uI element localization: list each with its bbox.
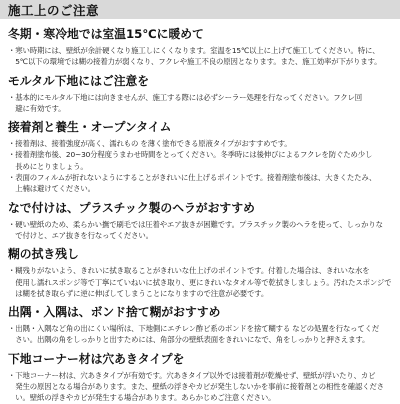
body-line: ・寒い時期には、壁紙が余計硬くなり施工しにくくなります。室温を15℃以上に上げて施工してください。特に、 [8,46,380,55]
body-line: ・表面のフィルムが折れないようにすることがきれいに仕上げるポイントです。接着剤塗布後は、大きくたたみ、 [8,173,377,183]
body-line: ・下地コーナー材は、穴あきタイプが有効です。穴あきタイプ以外では接着剤が乾燥せず、壁紙が浮いたり、カビ [8,370,376,380]
body-line: ・接着剤は、接着強度が高く、濡れもの を薄く塗布できる原液タイプがおすすめです。 [8,139,292,149]
note-section [8,120,392,194]
section-heading: 冬期・寒冷地では室温15℃に暖めて [8,27,204,41]
body-line: ・糊残りがないよう、きれいに拭き取ることがきれいな仕上げのポイントです。付着した場合は、きれいな水を [8,266,370,276]
body-line: 5℃以下の環境では糊の接着力が弱くなり、フクレや施工不良の原因となります。また、施工効率が下がります。 [8,57,382,67]
body-line: で付けと、エア抜きを行なってください。 [8,230,153,240]
body-line: ・硬い壁紙のため、柔らかい撫で刷毛では圧着やエア抜きが困難です。プラスチック製のヘラを使って、しっかりな [8,219,383,229]
note-section [8,305,392,346]
page-title: 施工上のご注意 [8,2,100,18]
note-section [8,74,392,115]
body-line: は糊を拭き取らずに逆に伸ばしてしまうことになりますので注意が必要です。 [8,288,269,298]
section-body [8,265,392,299]
body-line: い。壁紙の浮きやカビが発生する場合があります。あらかじめご注意ください。 [8,393,276,403]
section-heading: 糊の拭き残し [8,247,79,262]
title-bar [0,0,400,19]
section-heading: モルタル下地にはご注意を [8,73,150,88]
section-heading: 下地コーナー材は穴あきタイプを [8,351,185,366]
body-line: 上楠は避けてください。 [8,184,95,194]
section-body [8,219,392,242]
body-line: ・接着剤塗布後、20~30分程度うまわせ時間をとってください。冬季時には後伸びによるフクレを防ぐため少し [8,150,373,160]
section-heading: 出隅・入隅は、ボンド捨て糊がおすすめ [8,305,221,320]
body-line: 避に有効です。 [8,103,66,113]
section-heading: 接着剤と養生・オープンタイム [8,120,172,135]
section-body [8,323,392,346]
section-body [8,45,392,68]
body-line: 発生の原因となる場合があります。また、壁紙の浮きやカビが発生しないかを事前に接着剤との相性を確認くださ [8,382,384,392]
section-heading: なで付けは、プラスチック製のヘラがおすすめ [8,200,255,215]
body-line: ・出隅・入隅など角の出にくい場所は、下地側にエチレン酢ビ系のボンドを捨て糊する などの処置を行なってくだ [8,324,380,334]
body-line: さい。出隅の角をしっかりと出すためには、角部分の壁紙表面をきれいになで、角をしっかりと押さえます。 [8,335,370,345]
note-section [8,352,392,404]
note-section [8,201,392,242]
note-section [8,247,392,299]
notes-list [8,27,392,404]
section-body [8,370,392,404]
section-body [8,92,392,115]
section-body [8,138,392,194]
body-line: 長めにとりましょう。 [8,161,88,171]
body-line: 使用し濡れスポンジ等で丁寧にていねいに拭き取り、更にきれいなタオル等で乾拭きしましょう。汚れたスポンジで [8,277,392,287]
body-line: ・基本的にモルタル下地には向きませんが、施工する際には必ずシーラー処理を行なってください。フクレ回 [8,92,362,102]
note-section [8,27,392,68]
